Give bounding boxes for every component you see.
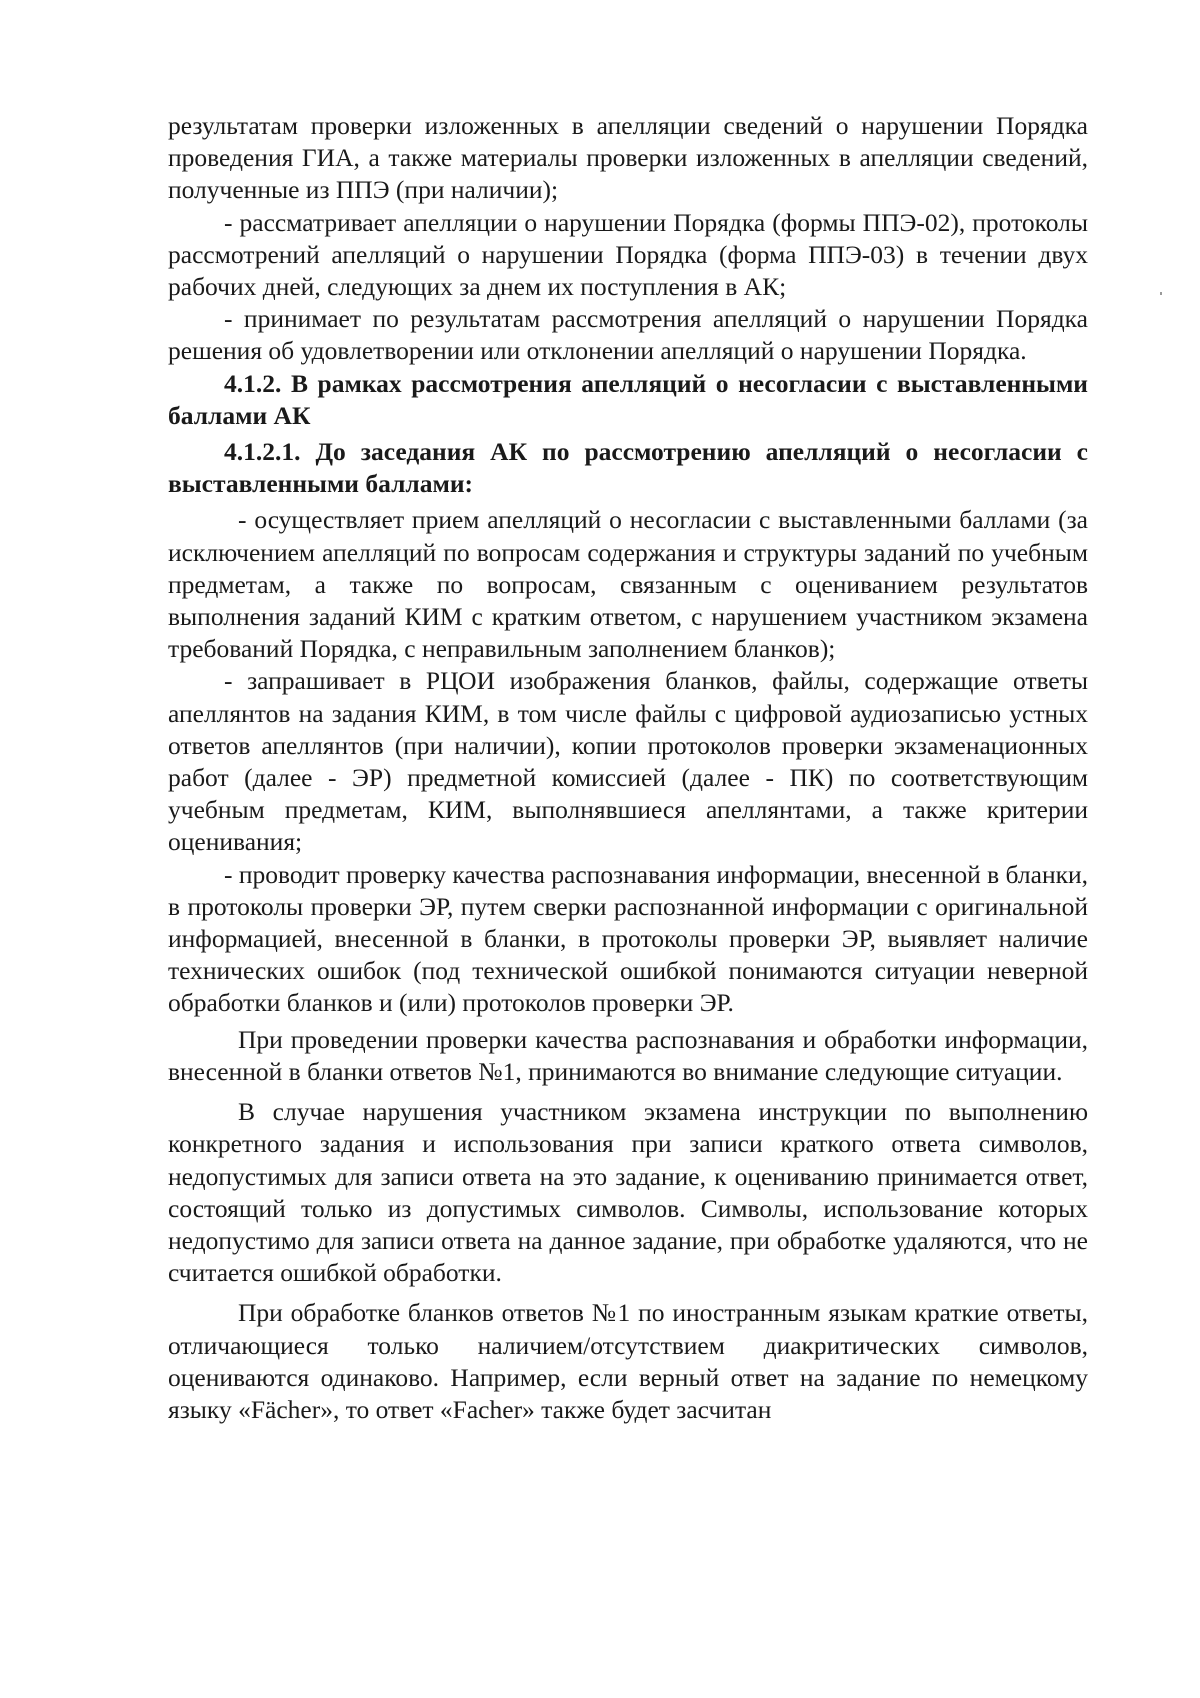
subsection-heading-4-1-2-1: 4.1.2.1. До заседания АК по рассмотрению апелляций о несогласии с выставленными баллами: <box>168 437 1088 499</box>
paragraph-continuation: результатам проверки изложенных в апелляции сведений о нарушении Порядка проведения ГИА, а также материалы проверки изложенных в апелляции сведений, полученные из ППЭ (при наличии); <box>168 111 1088 205</box>
paragraph-instruction-violation: В случае нарушения участником экзамена инструкции по выполнению конкретного задания и использования при записи краткого ответа символов, недопустимых для записи ответа на это задание, к оцениванию принимается ответ, состоящий только из допустимых символов. Символы, использование которых недопустимо для записи ответа на данное задание, при обработке удаляются, что не считается ошибкой обработки. <box>168 1097 1088 1288</box>
paragraph-review-appeals: - рассматривает апелляции о нарушении Порядка (формы ППЭ-02), протоколы рассмотрений апелляций о нарушении Порядка (форма ППЭ-03) в течении двух рабочих дней, следующих за днем их поступления в АК; <box>168 207 1088 302</box>
paragraph-foreign-languages: При обработке бланков ответов №1 по иностранным языкам краткие ответы, отличающиеся только наличием/отсутствием диакритических символов, оцениваются одинаково. Например, если верный ответ на задание по немецкому языку «Fächer», то ответ «Facher» также будет засчитан <box>168 1298 1088 1424</box>
paragraph-situations: При проведении проверки качества распознавания и обработки информации, внесенной в бланки ответов №1, принимаются во внимание следующие ситуации. <box>168 1024 1088 1086</box>
section-heading-4-1-2: 4.1.2. В рамках рассмотрения апелляций о несогласии с выставленными баллами АК <box>168 368 1088 430</box>
scan-speck <box>1160 292 1162 295</box>
paragraph-decisions: - принимает по результатам рассмотрения апелляций о нарушении Порядка решения об удовлетворении или отклонении апелляций о нарушении Порядка. <box>168 304 1088 366</box>
paragraph-accept-appeals: - осуществляет прием апелляций о несогласии с выставленными баллами (за исключением апелляций по вопросам содержания и структуры заданий по учебным предметам, а также по вопросам, связанным с оцениванием результатов выполнения заданий КИМ с кратким ответом, с нарушением участником экзамена требований Порядка, с неправильным заполнением бланков); <box>168 505 1088 664</box>
paragraph-quality-check: - проводит проверку качества распознавания информации, внесенной в бланки, в протоколы проверки ЭР, путем сверки распознанной информации с оригинальной информацией, внесенной в бланки, в протоколы проверки ЭР, выявляет наличие технических ошибок (под технической ошибкой понимаются ситуации неверной обработки бланков и (или) протоколов проверки ЭР. <box>168 859 1088 1018</box>
document-body <box>168 110 1088 1426</box>
paragraph-request-images: - запрашивает в РЦОИ изображения бланков, файлы, содержащие ответы апеллянтов на задания КИМ, в том числе файлы с цифровой аудиозаписью устных ответов апеллянтов (при наличии), копии протоколов проверки экзаменационных работ (далее - ЭР) предметной комиссией (далее - ПК) по соответствующим учебным предметам, КИМ, выполнявшиеся апеллянтами, а также критерии оценивания; <box>168 666 1088 857</box>
